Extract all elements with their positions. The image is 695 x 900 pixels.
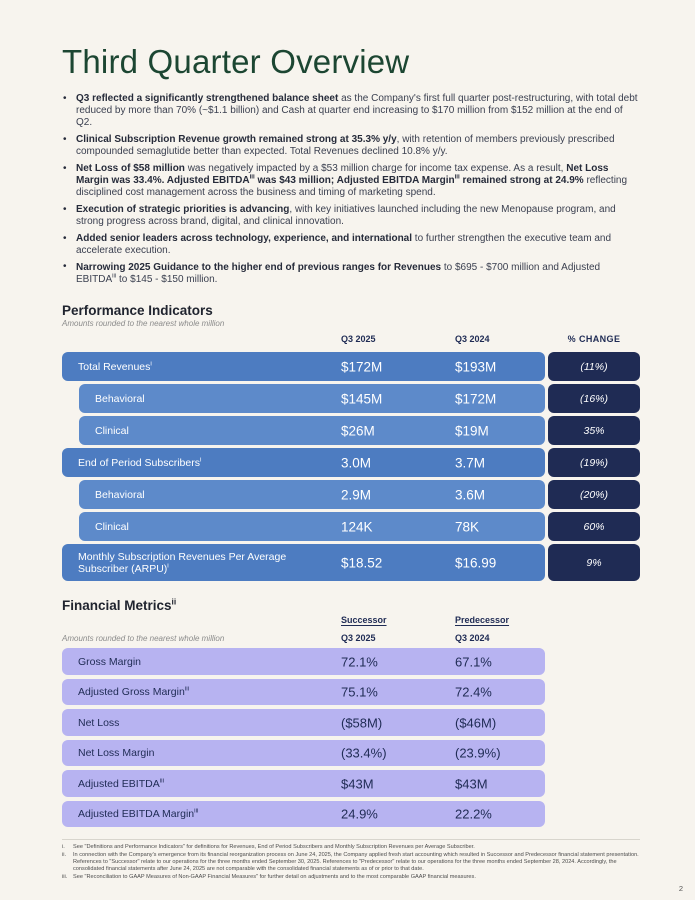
financial-column-headers <box>62 615 640 643</box>
bullet-list <box>62 93 640 286</box>
value-q3-2024: (23.9%) <box>455 745 501 761</box>
value-pct-change: (11%) <box>548 352 640 381</box>
column-header-q3-2024: Q3 2024 <box>455 334 490 345</box>
text-segment: to further strengthen the executive team and accelerate execution. <box>76 233 612 257</box>
financial-heading-text: Financial Metrics <box>62 598 172 614</box>
value-q3-2024: 3.6M <box>455 487 486 503</box>
performance-row <box>62 512 640 541</box>
footnote <box>62 874 640 881</box>
footnote-ref: i <box>167 562 169 570</box>
value-q3-2025: $145M <box>341 391 383 407</box>
text-segment: was negatively impacted by a $53 million charge for income tax expense. As a result, <box>184 163 567 175</box>
performance-row <box>62 544 640 581</box>
value-q3-2025: $26M <box>341 423 375 439</box>
metric-label: Behavioral <box>95 488 145 501</box>
value-q3-2024: 3.7M <box>455 455 486 471</box>
footnote-ref: iii <box>454 173 460 181</box>
text-segment: Added senior leaders across technology, experience, and international <box>76 233 413 245</box>
bullet-item <box>62 204 640 228</box>
text-segment: Execution of strategic priorities is advancing <box>76 204 290 216</box>
metric-label: Net Loss Margin <box>78 747 155 760</box>
column-header-q3-2024: Q3 2024 <box>455 633 490 644</box>
value-q3-2024: 78K <box>455 519 480 535</box>
bullet-item <box>62 93 640 130</box>
performance-row <box>62 352 640 381</box>
value-q3-2025: 3.0M <box>341 455 372 471</box>
text-segment: to $145 - $150 million. <box>116 274 218 286</box>
text-segment: was $43 million; Adjusted EBITDA Margin <box>254 175 455 187</box>
value-q3-2024: $193M <box>455 359 497 375</box>
footnote-marker: iii. <box>62 873 68 880</box>
performance-note: Amounts rounded to the nearest whole million <box>62 319 225 329</box>
bullet-text <box>76 262 600 285</box>
financial-row <box>62 679 640 706</box>
value-q3-2025: 72.1% <box>341 654 378 670</box>
footnote-text: See "Definitions and Performance Indicators" for definitions for Revenues, End of Period Subscribers and Monthly Subscription Revenues per Average Subscriber. <box>73 844 475 851</box>
footnote-text: In connection with the Company's emergence from its financial reorganization process on June 24, 2025, the Company applied fresh start accounting which resulted in Successor and Predecessor financial statement presentation. References to "Successor" relate to our operations for the three months ended September 30, 2025. References to "Predecessor" relate to our operations for the three months ended September 28, 2024. Accordingly, the consolidated financial statements after June 24, 2025 are not comparable with the consolidated financial statements as of or prior to that date. <box>73 852 639 872</box>
footnote-ref: iii <box>194 807 199 815</box>
column-header-q3-2025: Q3 2025 <box>341 334 376 345</box>
page-content <box>62 0 640 882</box>
metric-label: Adjusted EBITDA Margin$^{iii}$ <box>78 807 199 821</box>
text-segment: , with retention of members previously prescribed compounded semaglutide better than expected. Total Revenues declined 10.8% y/y. <box>76 134 615 158</box>
value-q3-2025: 2.9M <box>341 487 372 503</box>
financial-row <box>62 740 640 767</box>
value-q3-2024: $43M <box>455 776 488 792</box>
bullet-dot-icon: • <box>63 133 67 145</box>
bullet-text <box>76 134 615 157</box>
text-segment: Clinical Subscription Revenue growth remained strong at 35.3% y/y <box>76 134 397 146</box>
footnote <box>62 844 640 851</box>
bullet-text <box>76 204 616 227</box>
metric-label: Net Loss <box>78 716 120 729</box>
page-number: 2 <box>678 884 683 893</box>
metric-label: Behavioral <box>95 392 145 405</box>
text-segment: Q3 reflected a significantly strengthened balance sheet <box>76 93 339 104</box>
value-q3-2024: $19M <box>455 423 489 439</box>
value-q3-2025: 75.1% <box>341 684 378 700</box>
value-pct-change: 9% <box>548 544 640 581</box>
financial-heading <box>62 598 640 613</box>
value-pct-change: (20%) <box>548 480 640 509</box>
bullet-item <box>62 233 640 257</box>
bullet-dot-icon: • <box>63 92 67 104</box>
bullet-dot-icon: • <box>63 162 67 174</box>
value-q3-2025: 24.9% <box>341 806 378 822</box>
text-segment: reflecting disciplined cost management across the business and timing of marketing spend. <box>76 175 628 199</box>
performance-row <box>62 416 640 445</box>
footnote-text: See "Reconciliation to GAAP Measures of Non-GAAP Financial Measures" for further detail on adjustments and to the most comparable GAAP financial measures. <box>73 873 476 880</box>
text-segment: Narrowing 2025 Guidance to the higher end of previous ranges for Revenues <box>76 261 442 273</box>
footnote-ref: iii <box>112 272 117 280</box>
bullet-text <box>76 233 611 256</box>
performance-row <box>62 448 640 477</box>
footnote-marker: i. <box>62 844 65 851</box>
footnotes <box>62 839 640 880</box>
bullet-item <box>62 262 640 286</box>
metric-label: Clinical <box>95 520 129 533</box>
performance-table <box>62 352 640 581</box>
financial-table <box>62 648 640 827</box>
footnote-ref: i <box>150 360 152 368</box>
successor-label: Successor <box>341 615 387 626</box>
value-q3-2025: ($58M) <box>341 715 383 731</box>
text-segment: Net Loss Margin was 33.4%. Adjusted EBITDA <box>76 163 609 187</box>
footnote-marker: ii. <box>62 852 67 859</box>
footnote-ref: ii <box>171 596 177 607</box>
bullet-dot-icon: • <box>63 203 67 215</box>
footnote-ref: iii <box>249 173 255 181</box>
text-segment: to $695 - $700 million and Adjusted EBITDA <box>76 261 601 286</box>
financial-row <box>62 801 640 828</box>
bullet-text <box>76 163 627 198</box>
performance-column-headers <box>62 334 640 347</box>
predecessor-label: Predecessor <box>455 615 510 626</box>
value-q3-2024: 22.2% <box>455 806 492 822</box>
text-segment: remained strong at 24.9% <box>459 175 584 187</box>
value-q3-2024: 72.4% <box>455 684 492 700</box>
footnote <box>62 852 640 872</box>
metric-label: End of Period Subscribers$^i$ <box>78 456 202 469</box>
bullet-text <box>76 93 638 128</box>
bullet-dot-icon: • <box>63 232 67 244</box>
value-q3-2024: 67.1% <box>455 654 492 670</box>
footnote-ref: i <box>199 456 202 464</box>
bullet-item <box>62 163 640 200</box>
text-segment: as the Company's first full quarter post-restructuring, with total debt reduced by more than 70% (~$1.1 billion) and Cash at quarter end increasing to $170 million from $152 million at the end of Q2. <box>76 93 638 129</box>
value-q3-2025: $172M <box>341 359 383 375</box>
column-header-q3-2025: Q3 2025 <box>341 633 376 644</box>
bullet-item <box>62 134 640 158</box>
text-segment: Net Loss of $58 million <box>76 163 185 175</box>
value-q3-2024: $16.99 <box>455 555 497 571</box>
column-header-pct-change: % CHANGE <box>567 334 621 345</box>
text-segment: , with key initiatives launched including the new Menopause program, and strong progress across brand, digital, and clinical innovation. <box>76 204 616 228</box>
value-pct-change: 35% <box>548 416 640 445</box>
value-q3-2025: (33.4%) <box>341 745 387 761</box>
financial-note: Amounts rounded to the nearest whole million <box>62 634 225 644</box>
performance-heading: Performance Indicators <box>62 303 213 319</box>
footnote-ref: iii <box>184 685 190 693</box>
value-q3-2024: $172M <box>455 391 497 407</box>
value-pct-change: 60% <box>548 512 640 541</box>
footnote-ref: iii <box>159 777 165 785</box>
financial-row <box>62 709 640 736</box>
performance-row <box>62 480 640 509</box>
value-q3-2025: $18.52 <box>341 555 383 571</box>
value-pct-change: (16%) <box>548 384 640 413</box>
metric-label: Gross Margin <box>78 655 142 668</box>
value-q3-2025: $43M <box>341 776 374 792</box>
metric-label: Adjusted EBITDA$^{iii}$ <box>78 777 165 790</box>
financial-row <box>62 648 640 675</box>
value-q3-2024: ($46M) <box>455 715 497 731</box>
financial-row <box>62 770 640 797</box>
value-pct-change: (19%) <box>548 448 640 477</box>
metric-label: Monthly Subscription Revenues Per Average Subscriber (ARPU)$^i$ <box>78 550 287 575</box>
bullet-dot-icon: • <box>63 261 67 273</box>
performance-row <box>62 384 640 413</box>
metric-label: Total Revenues$^i$ <box>78 360 152 373</box>
page-title: Third Quarter Overview <box>62 43 410 80</box>
value-q3-2025: 124K <box>341 519 373 535</box>
metric-label: Clinical <box>95 424 129 437</box>
metric-label: Adjusted Gross Margin$^{iii}$ <box>78 685 190 699</box>
